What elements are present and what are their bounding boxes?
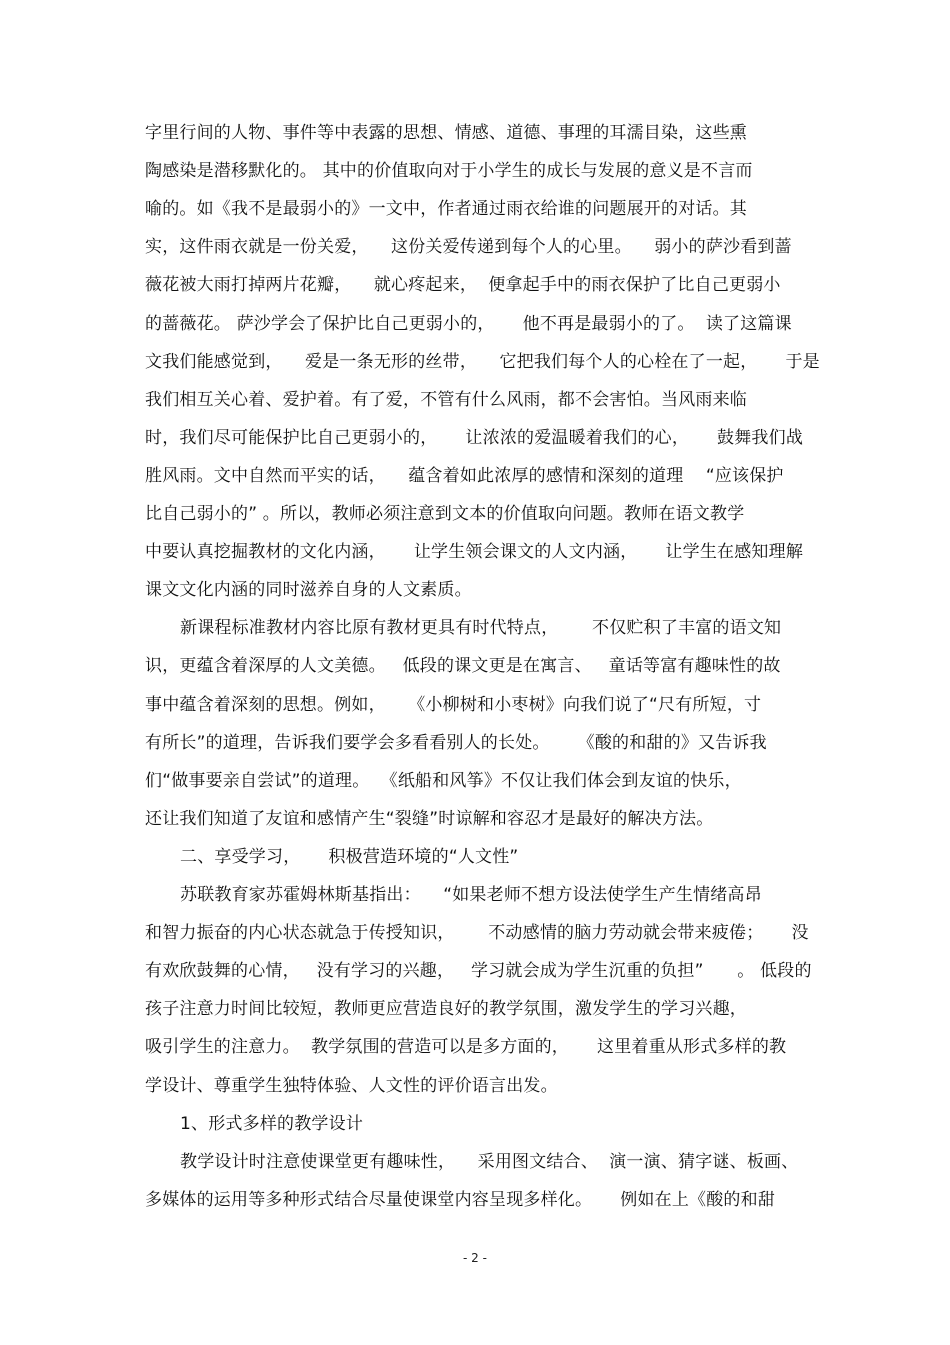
text-line: 胜风雨。文中自然而平实的话， 蕴含着如此浓厚的感情和深刻的道理 “应该保护	[145, 466, 784, 486]
text-line: 字里行间的人物、事件等中表露的思想、情感、道德、事理的耳濡目染，这些熏	[145, 123, 747, 143]
text-line: 孩子注意力时间比较短，教师更应营造良好的教学氛围，激发学生的学习兴趣，	[145, 999, 747, 1019]
paragraph-first-line: 新课程标准教材内容比原有教材更具有时代特点， 不仅贮积了丰富的语文知	[180, 618, 782, 638]
section-heading: 二、享受学习， 积极营造环境的“人文性”	[180, 847, 519, 867]
text-line: 时，我们尽可能保护比自己更弱小的， 让浓浓的爱温暖着我们的心， 鼓舞我们战	[145, 428, 804, 448]
text-line: 的蔷薇花。 萨沙学会了保护比自己更弱小的， 他不再是最弱小的了。 读了这篇课	[145, 314, 792, 334]
text-line: 学设计、尊重学生独特体验、人文性的评价语言出发。	[145, 1076, 558, 1096]
text-line: 我们相互关心着、爱护着。有了爱，不管有什么风雨，都不会害怕。当风雨来临	[145, 390, 747, 410]
text-line: 和智力振奋的内心状态就急于传授知识， 不动感情的脑力劳动就会带来疲倦； 没	[145, 923, 809, 943]
text-line: 多媒体的运用等多种形式结合尽量使课堂内容呈现多样化。 例如在上《酸的和甜	[145, 1190, 776, 1210]
text-line: 课文文化内涵的同时滋养自身的人文素质。	[145, 580, 472, 600]
paragraph-first-line: 苏联教育家苏霍姆林斯基指出： “如果老师不想方设法使学生产生情绪高昂	[180, 885, 762, 905]
paragraph-first-line: 教学设计时注意使课堂更有趣味性， 采用图文结合、 演一演、猜字谜、板画、	[180, 1152, 799, 1172]
text-line: 吸引学生的注意力。 教学氛围的营造可以是多方面的， 这里着重从形式多样的教	[145, 1037, 787, 1057]
text-line: 实，这件雨衣就是一份关爱， 这份关爱传递到每个人的心里。 弱小的萨沙看到蔷	[145, 237, 792, 257]
text-line: 有欢欣鼓舞的心情， 没有学习的兴趣， 学习就会成为学生沉重的负担” 。 低段的	[145, 961, 812, 981]
text-line: 陶感染是潜移默化的。 其中的价值取向对于小学生的成长与发展的意义是不言而	[145, 161, 753, 181]
text-line: 事中蕴含着深刻的思想。例如， 《小柳树和小枣树》向我们说了“尺有所短，寸	[145, 695, 762, 715]
text-line: 们“做事要亲自尝试”的道理。 《纸船和风筝》不仅让我们体会到友谊的快乐，	[145, 771, 742, 791]
text-line: 有所长”的道理，告诉我们要学会多看看别人的长处。 《酸的和甜的》又告诉我	[145, 733, 767, 753]
text-line: 薇花被大雨打掉两片花瓣， 就心疼起来， 便拿起手中的雨衣保护了比自己更弱小	[145, 275, 781, 295]
subsection-heading: 1、形式多样的教学设计	[180, 1114, 364, 1134]
text-line: 喻的。如《我不是最弱小的》一文中，作者通过雨衣给谁的问题展开的对话。其	[145, 199, 747, 219]
text-line: 文我们能感觉到， 爱是一条无形的丝带， 它把我们每个人的心栓在了一起， 于是	[145, 352, 820, 372]
page-number: - 2 -	[463, 1251, 487, 1265]
text-line: 中要认真挖掘教材的文化内涵， 让学生领会课文的人文内涵， 让学生在感知理解	[145, 542, 804, 562]
text-line: 识，更蕴含着深厚的人文美德。 低段的课文更是在寓言、 童话等富有趣味性的故	[145, 656, 781, 676]
text-line: 还让我们知道了友谊和感情产生“裂缝”时谅解和容忍才是最好的解决方法。	[145, 809, 714, 829]
text-line: 比自己弱小的” 。所以，教师必须注意到文本的价值取向问题。教师在语文教学	[145, 504, 745, 524]
